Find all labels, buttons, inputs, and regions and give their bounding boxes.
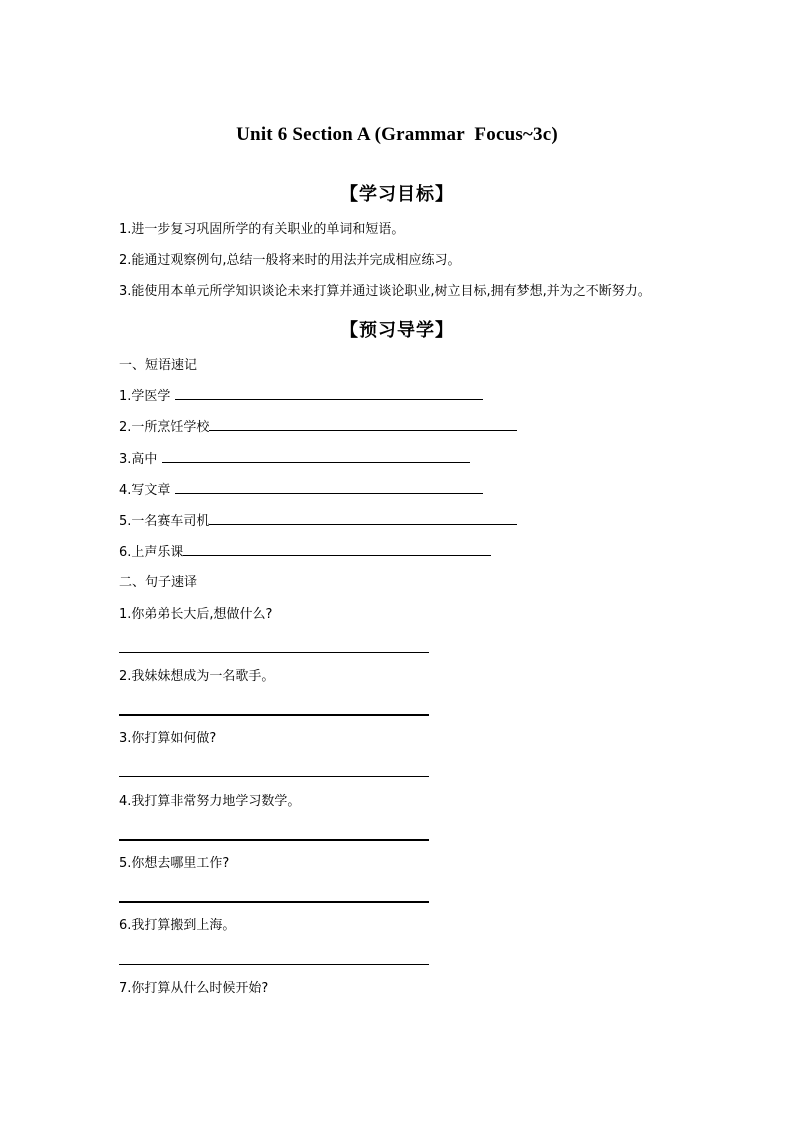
answer-line-4[interactable] (119, 839, 429, 841)
phrase-item-label: 2.一所烹饪学校 (119, 420, 210, 435)
answer-line-2[interactable] (119, 714, 429, 716)
fill-blank[interactable] (162, 450, 470, 463)
goal-item-1: 1.进一步复习巩固所学的有关职业的单词和短语。 (119, 222, 405, 237)
phrase-item-6 (119, 543, 491, 562)
sentence-section-title: 二、句子速译 (119, 575, 198, 590)
fill-blank[interactable] (209, 512, 517, 525)
phrase-item-label: 6.上声乐课 (119, 545, 184, 560)
preview-heading: 【预习导学】 (340, 320, 454, 341)
phrase-item-1 (119, 387, 483, 406)
phrase-item-5 (119, 512, 517, 531)
answer-line-3[interactable] (119, 776, 429, 777)
phrase-item-label: 5.一名赛车司机 (119, 514, 210, 529)
fill-blank[interactable] (183, 543, 491, 556)
phrase-item-label: 3.高中 (119, 452, 162, 467)
page-title: Unit 6 Section A (Grammar Focus~3c) (236, 124, 558, 145)
fill-blank[interactable] (175, 387, 483, 400)
sentence-item-6: 6.我打算搬到上海。 (119, 918, 236, 933)
sentence-item-3: 3.你打算如何做? (119, 731, 217, 746)
answer-line-5[interactable] (119, 901, 429, 903)
phrase-item-2 (119, 418, 517, 437)
phrase-item-label: 4.写文章 (119, 483, 175, 498)
phrase-section-title: 一、短语速记 (119, 358, 198, 373)
answer-line-1[interactable] (119, 652, 429, 653)
goal-item-2: 2.能通过观察例句,总结一般将来时的用法并完成相应练习。 (119, 253, 461, 268)
fill-blank[interactable] (209, 418, 517, 431)
goal-item-3: 3.能使用本单元所学知识谈论未来打算并通过谈论职业,树立目标,拥有梦想,并为之不断努力。 (119, 284, 651, 299)
phrase-item-4 (119, 481, 483, 500)
sentence-item-2: 2.我妹妹想成为一名歌手。 (119, 669, 275, 684)
phrase-item-label: 1.学医学 (119, 389, 175, 404)
sentence-item-7: 7.你打算从什么时候开始? (119, 981, 269, 996)
answer-line-6[interactable] (119, 964, 429, 965)
sentence-item-4: 4.我打算非常努力地学习数学。 (119, 794, 301, 809)
phrase-item-3 (119, 450, 470, 469)
sentence-item-5: 5.你想去哪里工作? (119, 856, 230, 871)
sentence-item-1: 1.你弟弟长大后,想做什么? (119, 607, 273, 622)
goals-heading: 【学习目标】 (340, 184, 454, 205)
fill-blank[interactable] (175, 481, 483, 494)
